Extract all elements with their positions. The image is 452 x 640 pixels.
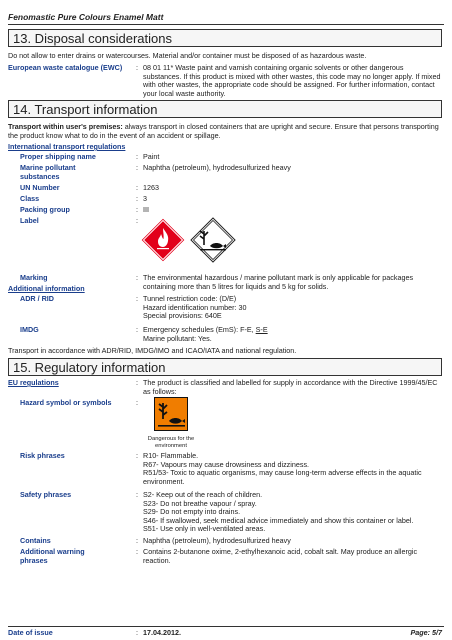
safety-phrase: S23- Do not breathe vapour / spray.	[143, 498, 257, 508]
footer-divider	[8, 626, 444, 627]
safety-phrases-label: Safety phrases	[20, 490, 72, 499]
adr-line: Tunnel restriction code: (D/E)	[143, 294, 237, 303]
risk-phrases-label: Risk phrases	[20, 451, 65, 460]
premises-bold: Transport within user's premises:	[8, 122, 123, 131]
adr-line: Hazard identification number: 30	[143, 302, 247, 312]
eu-regulations-value: The product is classified and labelled for supply in accordance with the Directive 1999/45/EC as follows:	[143, 378, 438, 396]
dangerous-for-environment-symbol-icon	[154, 397, 188, 431]
colon: :	[136, 205, 138, 214]
colon: :	[136, 547, 138, 556]
section-15-heading: 15. Regulatory information	[8, 358, 442, 376]
document-title: Fenomastic Pure Colours Enamel Matt	[8, 12, 164, 22]
safety-phrases-value	[143, 491, 441, 534]
symbol-caption-line: environment	[155, 443, 187, 449]
safety-phrase: S2- Keep out of the reach of children.	[143, 490, 263, 499]
row-value-class: 3	[143, 194, 147, 203]
row-label-label: Label	[20, 216, 39, 225]
colon: :	[136, 398, 138, 407]
risk-phrase: R10- Flammable.	[143, 451, 199, 460]
intl-transport-heading: International transport regulations	[8, 142, 126, 151]
imdg-line: Marine pollutant: Yes.	[143, 333, 212, 343]
marking-label: Marking	[20, 273, 48, 282]
row-label-un-number: UN Number	[20, 183, 60, 192]
adr-line: Special provisions: 640E	[143, 311, 222, 321]
additional-warning-label: Additional warning phrases	[20, 547, 85, 565]
ewc-value: 08 01 11* Waste paint and varnish containing organic solvents or other dangerous substances. If this product is mixed with other wastes, this code may no longer apply. If mixed with other wastes, the appropriate code should be assigned. For further information, contact your local waste authority.	[143, 63, 441, 98]
section-13-heading: 13. Disposal considerations	[8, 29, 442, 47]
imdg-value	[143, 326, 441, 343]
contains-value: Naphtha (petroleum), hydrodesulfurized heavy	[143, 536, 291, 545]
safety-phrase: S29- Do not empty into drains.	[143, 507, 241, 517]
colon: :	[136, 273, 138, 282]
symbol-caption-line: Dangerous for the	[147, 436, 195, 442]
row-label-class: Class	[20, 194, 40, 203]
marking-value: The environmental hazardous / marine pollutant mark is only applicable for packages containing more than 5 litres for liquids and 5 kg for solids.	[143, 273, 414, 291]
colon: :	[136, 325, 138, 334]
row-label-marine-pollutant: Marine pollutant substances	[20, 163, 76, 181]
colon: :	[136, 451, 138, 460]
hazard-symbol-label: Hazard symbol or symbols	[20, 398, 112, 407]
safety-phrase: S46- If swallowed, seek medical advice immediately and show this container or label.	[143, 515, 414, 525]
additional-info-heading: Additional information	[8, 284, 85, 293]
risk-phrases-value	[143, 452, 441, 486]
colon: :	[136, 163, 138, 172]
marine-pollutant-pictogram-icon	[190, 217, 236, 263]
risk-phrase: R51/53- Toxic to aquatic organisms, may cause long-term adverse effects in the aquatic environment.	[143, 468, 422, 486]
row-value-packing-group: III	[143, 205, 149, 214]
premises-paragraph	[8, 123, 444, 140]
ems-link[interactable]: S-E	[255, 325, 268, 334]
section-14-heading: 14. Transport information	[8, 100, 442, 118]
date-of-issue-value: 17.04.2012.	[143, 628, 181, 637]
disposal-intro: Do not allow to enter drains or watercourses. Material and/or container must be disposed of as hazardous waste.	[8, 51, 367, 60]
imdg-label: IMDG	[20, 325, 39, 334]
symbol-caption	[143, 436, 199, 450]
adr-label: ADR / RID	[20, 294, 54, 303]
row-value-marine-pollutant: Naphtha (petroleum), hydrodesulfurized heavy	[143, 163, 291, 172]
transport-accordance: Transport in accordance with ADR/RID, IMDG/IMO and ICAO/IATA and national regulation.	[8, 346, 297, 355]
row-label-packing-group: Packing group	[20, 205, 70, 214]
row-value-un-number: 1263	[143, 183, 159, 192]
additional-warning-value: Contains 2-butanone oxime, 2-ethylhexanoic acid, cobalt salt. May produce an allergic reaction.	[143, 547, 418, 565]
eu-regulations-label: EU regulations	[8, 378, 59, 387]
colon: :	[136, 194, 138, 203]
premises-text: always transport in closed containers that are upright and secure. Ensure that persons transporting the product know what to do in the event of an accident or spillage.	[8, 122, 439, 140]
colon: :	[136, 63, 138, 72]
page-number: Page: 5/7	[410, 628, 442, 637]
ems-text: Emergency schedules (EmS): F-E,	[143, 325, 256, 334]
row-label-shipping-name: Proper shipping name	[20, 152, 96, 161]
colon: :	[136, 152, 138, 161]
colon: :	[136, 628, 138, 637]
ewc-label: European waste catalogue (EWC)	[8, 63, 123, 72]
colon: :	[136, 378, 138, 387]
date-of-issue-label: Date of issue	[8, 628, 53, 637]
flammable-liquid-pictogram-icon	[140, 217, 186, 263]
adr-value	[143, 295, 441, 321]
colon: :	[136, 536, 138, 545]
colon: :	[136, 216, 138, 225]
colon: :	[136, 183, 138, 192]
safety-phrase: S51- Use only in well-ventilated areas.	[143, 524, 266, 534]
risk-phrase: R67- Vapours may cause drowsiness and dizziness.	[143, 459, 310, 469]
colon: :	[136, 490, 138, 499]
colon: :	[136, 294, 138, 303]
header-divider	[8, 24, 444, 25]
row-value-shipping-name: Paint	[143, 152, 160, 161]
contains-label: Contains	[20, 536, 51, 545]
